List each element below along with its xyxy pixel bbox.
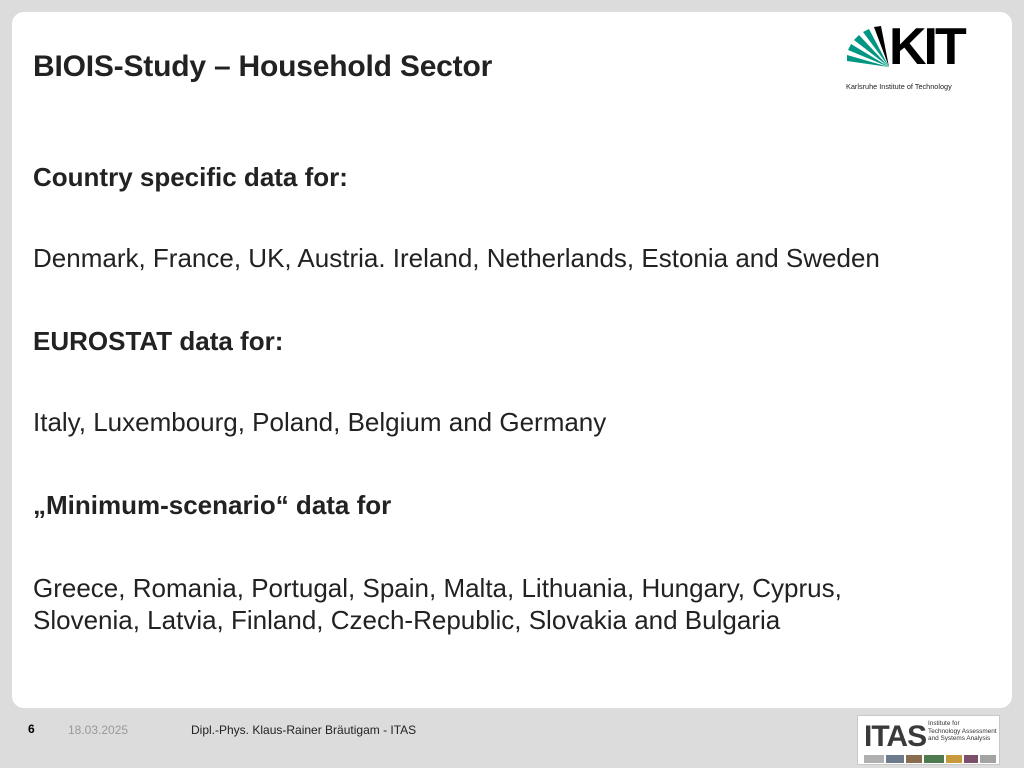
itas-logo-subtitle: Institute for Technology Assessment and Systems Analysis (928, 720, 997, 743)
kit-fan-icon (845, 25, 891, 71)
section-heading-minimum: „Minimum-scenario“ data for (33, 490, 392, 520)
section-line-minimum-1: Greece, Romania, Portugal, Spain, Malta, Lithuania, Hungary, Cyprus, (33, 573, 842, 603)
kit-logo (845, 18, 975, 95)
itas-wordmark: ITAS (864, 720, 927, 753)
footer-date: 18.03.2025 (68, 723, 129, 737)
itas-stripes-icon (864, 755, 996, 763)
kit-wordmark: KIT (889, 18, 964, 76)
section-heading-eurostat: EUROSTAT data for: (33, 326, 284, 356)
section-line-minimum-2: Slovenia, Latvia, Finland, Czech-Republic, Slovakia and Bulgaria (33, 605, 781, 635)
kit-logo-subtitle: Karlsruhe Institute of Technology (846, 82, 952, 91)
footer-author: Dipl.-Phys. Klaus-Rainer Bräutigam - ITAS (191, 723, 417, 737)
section-line-country: Denmark, France, UK, Austria. Ireland, Netherlands, Estonia and Sweden (33, 243, 880, 273)
page-number: 6 (28, 722, 35, 736)
slide-title: BIOIS-Study – Household Sector (33, 50, 493, 83)
itas-logo (857, 715, 1000, 765)
section-line-eurostat: Italy, Luxembourg, Poland, Belgium and Germany (33, 407, 607, 437)
section-heading-country: Country specific data for: (33, 162, 348, 192)
